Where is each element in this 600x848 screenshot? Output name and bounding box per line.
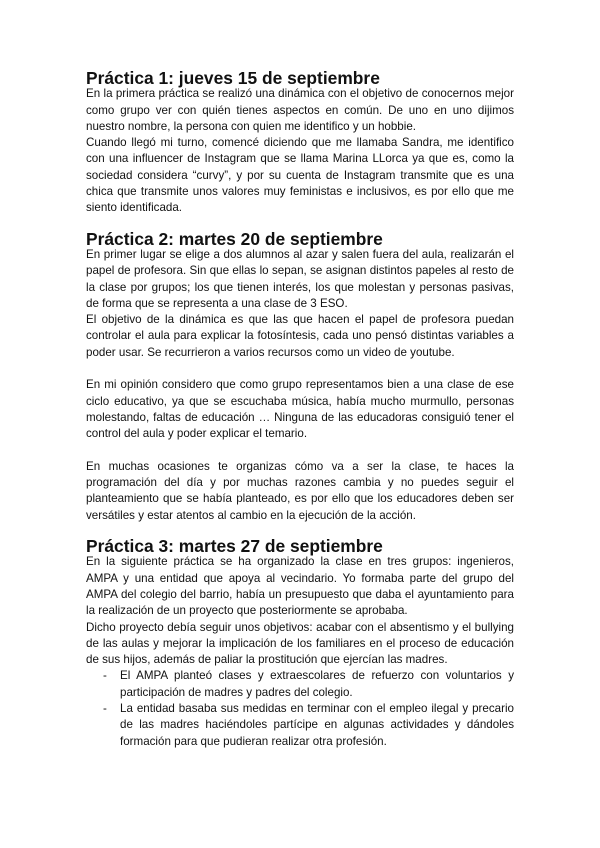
paragraph: En primer lugar se elige a dos alumnos al azar y salen fuera del aula, realizarán el papel de profesora. Sin que ellas lo sepan, se asignan distintos papeles al resto de la clase por grupos; los que tienen interés, los que molestan y personas pasivas, de forma que se representa a una clase de 3 ESO. xyxy=(86,247,514,310)
list-item-text: La entidad basaba sus medidas en terminar con el empleo ilegal y precario de las madres haciéndoles partícipe en algunas actividades y dándoles formación para que pudieran realizar otra profesión. xyxy=(120,701,514,748)
bullet-marker: - xyxy=(103,669,107,683)
paragraph: En la primera práctica se realizó una dinámica con el objetivo de conocernos mejor como grupo ver con quién tienes aspectos en común. De uno en uno dijimos nuestro nombre, la persona con quien me identifico y un hobbie. xyxy=(86,87,514,133)
paragraph: El objetivo de la dinámica es que las que hacen el papel de profesora puedan controlar el aula para explicar la fotosíntesis, cada uno pensó distintas variables a poder usar. Se recurrieron a varios recursos como un video de youtube. xyxy=(86,313,514,359)
section-title: Práctica 1: jueves 15 de septiembre xyxy=(86,68,380,88)
bullet-list xyxy=(86,668,514,749)
bullet-marker: - xyxy=(103,701,107,715)
paragraph: Dicho proyecto debía seguir unos objetivos: acabar con el absentismo y el bullying de las aulas y mejorar la implicación de los familiares en el proceso de educación de sus hijos, además de paliar la prostitución que ejercían las madres. xyxy=(86,620,514,667)
spacer xyxy=(86,443,514,459)
spacer xyxy=(86,361,514,377)
paragraph: Cuando llegó mi turno, comencé diciendo que me llamaba Sandra, me identifico con una influencer de Instagram que se llama Marina LLorca ya que es, como la sociedad considera “curvy”, y por su cuenta de Instagram transmite que es una chica que transmite unos valores muy feministas e inclusivos, es por ello que me siento identificada. xyxy=(86,136,514,215)
paragraph: En muchas ocasiones te organizas cómo va a ser la clase, te haces la programación del día y por muchas razones cambia y no puedes seguir el planteamiento que se había planteado, es por ello que los educadores deben ser versátiles y estar atentos al cambio en la ejecución de la acción. xyxy=(86,459,514,522)
paragraph: En la siguiente práctica se ha organizado la clase en tres grupos: ingenieros, AMPA y una entidad que apoya al vecindario. Yo formaba parte del grupo del AMPA del colegio del barrio, había un presupuesto que daba el ayuntamiento para la realización de un proyecto que posteriormente se aprobaba. xyxy=(86,555,514,618)
document-page xyxy=(86,70,514,750)
section-practica-2 xyxy=(86,228,514,524)
section-title: Práctica 3: martes 27 de septiembre xyxy=(86,536,383,557)
list-item xyxy=(86,701,514,750)
section-practica-3 xyxy=(86,538,514,750)
list-item xyxy=(86,668,514,701)
section-title: Práctica 2: martes 20 de septiembre xyxy=(86,228,383,249)
section-practica-1 xyxy=(86,70,514,217)
list-item-text: El AMPA planteó clases y extraescolares de refuerzo con voluntarios y participación de madres y padres del colegio. xyxy=(120,669,514,699)
paragraph: En mi opinión considero que como grupo representamos bien a una clase de ese ciclo educativo, ya que se escuchaba música, había mucho murmullo, personas molestando, faltas de educación … Ninguna de las educadoras consiguió tener el control del aula y poder explicar el temario. xyxy=(86,378,514,441)
